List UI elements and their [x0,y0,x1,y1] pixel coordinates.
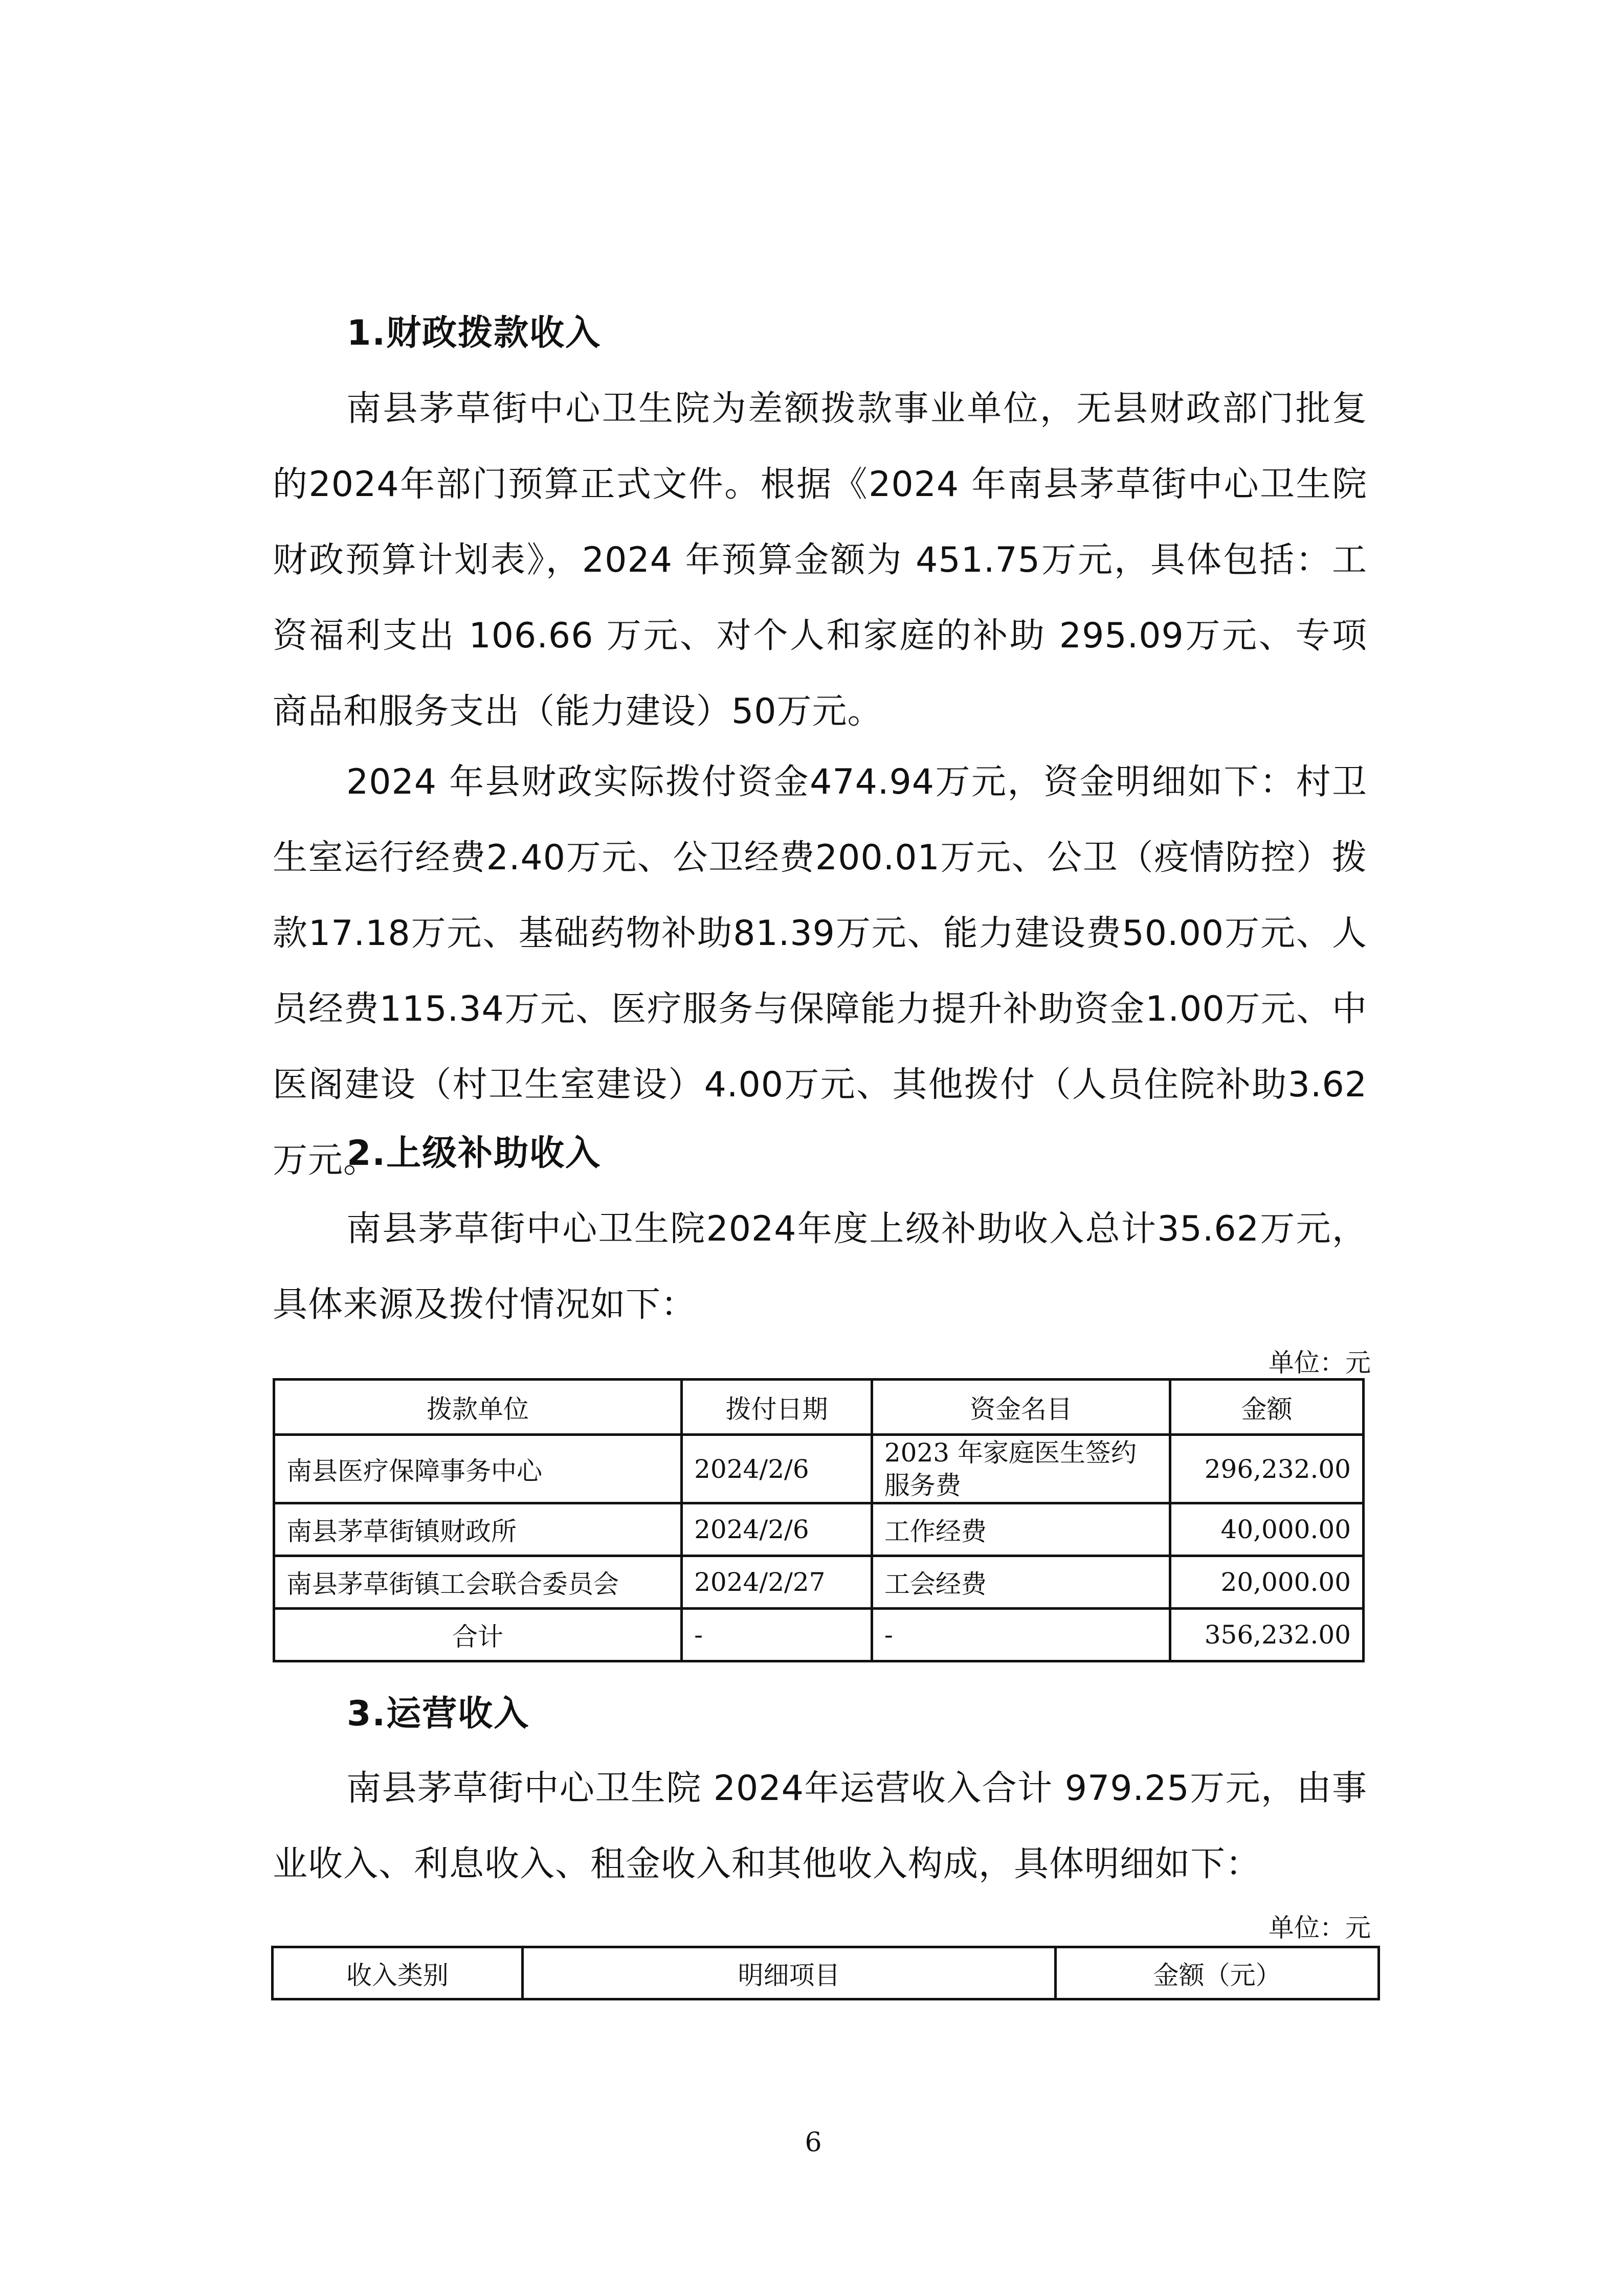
header-date: 拨付日期 [682,1380,872,1435]
table-header-row [273,1947,1379,1999]
header-amount: 金额 [1170,1380,1364,1435]
section-1-paragraph-1: 南县茅草街中心卫生院为差额拨款事业单位，无县财政部门批复的2024年部门预算正式文件。根据《2024 年南县茅草街中心卫生院财政预算计划表》，2024 年预算金额为 451.75万元，具体包括：工资福利支出 106.66 万元、对个人和家庭的补助 295.09万元、专项商品和服务支出（能力建设）50万元。 [273,389,1367,732]
table-row [274,1435,1364,1503]
table-total-row [274,1609,1364,1661]
cell-amount: 296,232.00 [1170,1435,1364,1503]
cell-item: 工会经费 [872,1556,1170,1609]
cell-unit: 南县医疗保障事务中心 [274,1435,682,1503]
table-1-unit-label: 单位：元 [1269,1348,1371,1378]
cell-item: 2023 年家庭医生签约服务费 [872,1435,1170,1503]
header-detail-item: 明细项目 [522,1947,1055,1999]
table-row [274,1556,1364,1609]
cell-unit: 南县茅草街镇工会联合委员会 [274,1556,682,1609]
section-2-heading: 2.上级补助收入 [347,1133,602,1174]
table-2-unit-label: 单位：元 [1269,1913,1371,1943]
cell-amount: 40,000.00 [1170,1503,1364,1556]
operating-income-table [271,1946,1380,2000]
cell-date: 2024/2/6 [682,1503,872,1556]
cell-unit: 南县茅草街镇财政所 [274,1503,682,1556]
section-3-heading: 3.运营收入 [347,1694,530,1734]
cell-item: 工作经费 [872,1503,1170,1556]
header-income-category: 收入类别 [273,1947,523,1999]
total-date: - [682,1609,872,1661]
cell-amount: 20,000.00 [1170,1556,1364,1609]
superior-subsidy-table [273,1378,1365,1662]
total-label: 合计 [274,1609,682,1661]
header-item: 资金名目 [872,1380,1170,1435]
section-1-paragraph-2: 2024 年县财政实际拨付资金474.94万元，资金明细如下：村卫生室运行经费2.40万元、公卫经费200.01万元、公卫（疫情防控）拨款17.18万元、基础药物补助81.39万元、能力建设费50.00万元、人员经费115.34万元、医疗服务与保障能力提升补助资金1.00万元、中医阁建设（村卫生室建设）4.00万元、其他拨付（人员住院补助3.62万元。 [273,762,1367,1181]
section-2-paragraph: 南县茅草街中心卫生院2024年度上级补助收入总计35.62万元，具体来源及拨付情况如下： [273,1209,1367,1325]
cell-date: 2024/2/6 [682,1435,872,1503]
header-amount: 金额（元） [1056,1947,1379,1999]
page-number: 6 [805,2127,822,2158]
total-amount: 356,232.00 [1170,1609,1364,1661]
header-unit: 拨款单位 [274,1380,682,1435]
total-item: - [872,1609,1170,1661]
table-row [274,1503,1364,1556]
section-3-paragraph: 南县茅草街中心卫生院 2024年运营收入合计 979.25万元，由事业收入、利息收入、租金收入和其他收入构成，具体明细如下： [273,1768,1367,1884]
section-1-heading: 1.财政拨款收入 [347,313,602,353]
cell-date: 2024/2/27 [682,1556,872,1609]
table-header-row [274,1380,1364,1435]
